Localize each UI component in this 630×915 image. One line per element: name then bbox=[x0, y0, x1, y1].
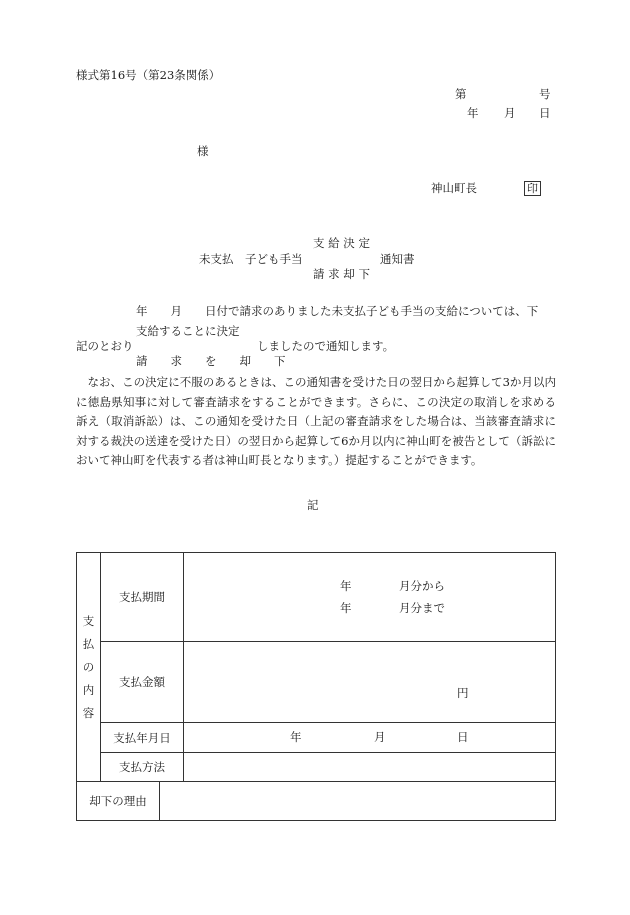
period-label: 支払期間 bbox=[101, 553, 184, 642]
reject-reason-label: 却下の理由 bbox=[77, 782, 160, 821]
payment-details-table bbox=[76, 552, 556, 821]
period-field[interactable] bbox=[184, 553, 556, 642]
seal-mark: 印 bbox=[524, 181, 541, 196]
body-line-2-right: しましたので通知します。 bbox=[257, 339, 395, 353]
payment-content-group-label: 支 払 の 内 容 bbox=[77, 553, 101, 782]
payment-date-month: 月 bbox=[374, 730, 386, 744]
ki-heading: 記 bbox=[307, 498, 319, 512]
amount-field[interactable] bbox=[184, 642, 556, 723]
period-from-year: 年 bbox=[340, 579, 352, 593]
payment-date-day: 日 bbox=[457, 730, 469, 744]
period-to-year: 年 bbox=[340, 601, 352, 615]
date-year-label: 年 bbox=[467, 106, 479, 120]
amount-unit: 円 bbox=[457, 686, 469, 700]
payment-date-label: 支払年月日 bbox=[101, 723, 184, 753]
body-line-1: 年 月 日付で請求のありました未支払子ども手当の支給については、下 bbox=[136, 304, 539, 318]
amount-label: 支払金額 bbox=[101, 642, 184, 723]
issuer-name: 神山町長 bbox=[431, 181, 477, 195]
title-suffix: 通知書 bbox=[380, 252, 415, 266]
period-to-month: 月分まで bbox=[399, 601, 445, 615]
payment-date-year: 年 bbox=[290, 730, 302, 744]
decision-option-reject: 請 求 を 却 下 bbox=[136, 354, 286, 368]
payment-date-field[interactable] bbox=[184, 723, 556, 753]
reject-reason-field[interactable] bbox=[160, 782, 556, 821]
payment-method-label: 支払方法 bbox=[101, 753, 184, 782]
body-line-2-left: 記のとおり bbox=[76, 339, 134, 353]
title-option-approve: 支 給 決 定 bbox=[313, 236, 370, 250]
decision-option-approve: 支給することに決定 bbox=[136, 324, 240, 338]
appeal-notice: なお、この決定に不服のあるときは、この通知書を受けた日の翌日から起算して3か月以内に徳島県知事に対して審査請求をすることができます。さらに、この決定の取消しを求める訴え（取消訴訟）は、この通知を受けた日（上記の審査請求をした場合は、当該審査請求に対する裁決の送達を受けた日）の翌日から起算して6か月以内に神山町を被告として（訴訟において神山町を代表する者は神山町長となります。）提起することができます。 bbox=[76, 375, 556, 467]
title-option-reject: 請 求 却 下 bbox=[313, 267, 370, 281]
payment-method-field[interactable] bbox=[184, 753, 556, 782]
date-month-label: 月 bbox=[504, 106, 516, 120]
title-main: 未支払 子ども手当 bbox=[199, 252, 303, 266]
document-number-prefix: 第 bbox=[455, 87, 467, 101]
addressee-honorific: 様 bbox=[197, 144, 209, 158]
document-number-suffix: 号 bbox=[539, 87, 551, 101]
form-number: 様式第16号（第23条関係） bbox=[76, 68, 221, 82]
date-day-label: 日 bbox=[539, 106, 551, 120]
period-from-month: 月分から bbox=[399, 579, 445, 593]
